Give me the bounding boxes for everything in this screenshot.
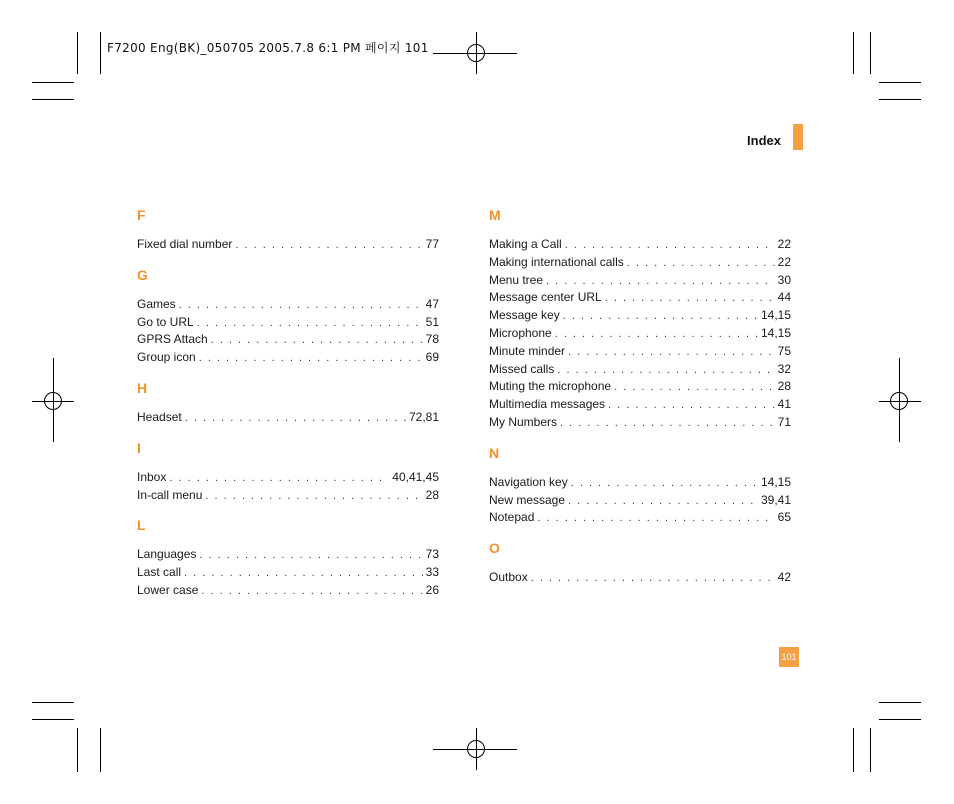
index-page-ref: 28	[425, 487, 439, 502]
index-page-ref: 14,15	[760, 325, 791, 340]
dot-leader	[546, 273, 775, 291]
index-page-ref: 14,15	[760, 308, 791, 323]
index-term: Last call	[137, 565, 182, 580]
index-term: Group icon	[137, 350, 196, 365]
index-page-ref: 30	[777, 272, 791, 287]
index-page-ref: 77	[425, 237, 439, 251]
index-letter-heading: I	[137, 439, 141, 456]
index-term: Notepad	[489, 510, 535, 525]
index-column-right	[489, 207, 791, 587]
page-title: Index	[747, 133, 781, 148]
index-entry	[489, 272, 791, 290]
dot-leader	[199, 547, 422, 565]
index-page-ref: 44	[777, 290, 791, 305]
dot-leader	[605, 290, 775, 308]
dot-leader	[557, 362, 774, 380]
dot-leader	[537, 510, 774, 528]
index-letter-heading: N	[489, 444, 500, 461]
crop-mark	[870, 32, 871, 74]
index-entry	[489, 307, 791, 325]
index-page-ref: 28	[777, 379, 791, 394]
index-entry	[489, 289, 791, 307]
index-page-ref: 47	[425, 296, 439, 311]
index-term: Languages	[137, 547, 197, 562]
crop-mark	[77, 728, 78, 772]
index-page-ref: 72,81	[408, 409, 439, 424]
index-page-ref: 14,15	[760, 474, 791, 489]
dot-leader	[205, 488, 422, 506]
index-page-ref: 33	[425, 565, 439, 580]
crop-mark	[879, 702, 921, 703]
index-page-ref: 39,41	[760, 492, 791, 507]
dot-leader	[627, 255, 775, 273]
index-entry	[137, 349, 439, 367]
dot-leader	[608, 397, 775, 415]
index-letter-heading: F	[137, 207, 146, 223]
index-term: Games	[137, 296, 176, 311]
dot-leader	[531, 570, 775, 588]
index-page-ref: 42	[777, 570, 791, 585]
index-term: Go to URL	[137, 314, 194, 329]
index-letter-heading: M	[489, 207, 501, 223]
index-term: Headset	[137, 409, 182, 424]
crop-mark	[879, 99, 921, 100]
index-page-ref: 22	[777, 254, 791, 269]
index-term: Missed calls	[489, 361, 555, 376]
index-term: Making a Call	[489, 237, 562, 251]
index-term: My Numbers	[489, 414, 558, 429]
dot-leader	[197, 315, 423, 333]
index-entry	[489, 361, 791, 379]
crop-mark	[77, 32, 78, 74]
index-entry	[137, 487, 439, 505]
index-entry	[137, 582, 439, 600]
index-entry	[489, 325, 791, 343]
dot-leader	[211, 332, 423, 350]
index-term: Making international calls	[489, 254, 624, 269]
dot-leader	[185, 410, 406, 428]
index-entry	[137, 314, 439, 332]
index-page-ref: 22	[777, 237, 791, 251]
index-page-ref: 51	[425, 314, 439, 329]
index-entry	[137, 331, 439, 349]
index-entry	[137, 236, 439, 254]
crop-mark	[32, 702, 74, 703]
index-term: Message center URL	[489, 290, 602, 305]
index-term: Multimedia messages	[489, 397, 606, 412]
index-entry	[489, 569, 791, 587]
index-page-ref: 26	[425, 582, 439, 597]
print-slug: F7200 Eng(BK)_050705 2005.7.8 6:1 PM 페이지 101	[107, 41, 429, 55]
index-letter-heading: L	[137, 517, 146, 534]
dot-leader	[568, 493, 758, 511]
index-entry	[489, 509, 791, 527]
dot-leader	[201, 583, 422, 601]
index-page-ref: 69	[425, 350, 439, 365]
index-entry	[489, 492, 791, 510]
index-term: Navigation key	[489, 474, 568, 489]
index-entry	[489, 396, 791, 414]
dot-leader	[199, 350, 423, 368]
index-term: Message key	[489, 308, 560, 323]
index-term: Lower case	[137, 582, 199, 597]
index-page-ref: 73	[425, 547, 439, 562]
crop-mark	[100, 32, 101, 74]
dot-leader	[571, 475, 758, 493]
dot-leader	[565, 237, 775, 255]
index-page-ref: 32	[777, 361, 791, 376]
dot-leader	[568, 344, 775, 362]
index-page-ref: 41	[777, 397, 791, 412]
dot-leader	[184, 565, 423, 583]
crop-mark	[870, 728, 871, 772]
index-term: Microphone	[489, 325, 552, 340]
dot-leader	[179, 297, 423, 315]
index-letter-heading: G	[137, 266, 148, 283]
index-term: GPRS Attach	[137, 332, 208, 347]
index-entry	[489, 343, 791, 361]
index-page-ref: 75	[777, 343, 791, 358]
index-entry	[137, 546, 439, 564]
index-entry	[489, 474, 791, 492]
index-entry	[489, 414, 791, 432]
index-term: Fixed dial number	[137, 237, 233, 251]
index-term: Outbox	[489, 570, 528, 585]
dot-leader	[169, 470, 389, 488]
crop-mark	[32, 99, 74, 100]
crop-mark	[879, 719, 921, 720]
page-number-badge: 101	[779, 647, 799, 667]
index-entry	[137, 409, 439, 427]
index-entry	[137, 564, 439, 582]
index-entry	[137, 296, 439, 314]
index-entry	[489, 378, 791, 396]
index-page-ref: 71	[777, 414, 791, 429]
index-page-ref: 78	[425, 332, 439, 347]
crop-mark	[32, 719, 74, 720]
index-letter-heading: O	[489, 540, 500, 557]
index-entry	[489, 236, 791, 254]
crop-mark	[100, 728, 101, 772]
index-term: Minute minder	[489, 343, 566, 358]
index-term: Inbox	[137, 469, 167, 484]
index-page-ref: 40,41,45	[392, 469, 439, 484]
index-term: Menu tree	[489, 272, 544, 287]
dot-leader	[563, 308, 758, 326]
crop-mark	[853, 32, 854, 74]
index-letter-heading: H	[137, 379, 148, 396]
index-term: Muting the microphone	[489, 379, 612, 394]
index-column-left	[137, 207, 439, 600]
crop-mark	[879, 82, 921, 83]
dot-leader	[555, 326, 758, 344]
crop-mark	[853, 728, 854, 772]
index-term: New message	[489, 492, 566, 507]
dot-leader	[614, 379, 775, 397]
index-page-ref: 65	[777, 510, 791, 525]
header-tab-marker	[793, 124, 803, 150]
index-term: In-call menu	[137, 487, 203, 502]
dot-leader	[235, 237, 422, 255]
dot-leader	[560, 415, 775, 433]
index-entry	[137, 469, 439, 487]
index-entry	[489, 254, 791, 272]
crop-mark	[32, 82, 74, 83]
